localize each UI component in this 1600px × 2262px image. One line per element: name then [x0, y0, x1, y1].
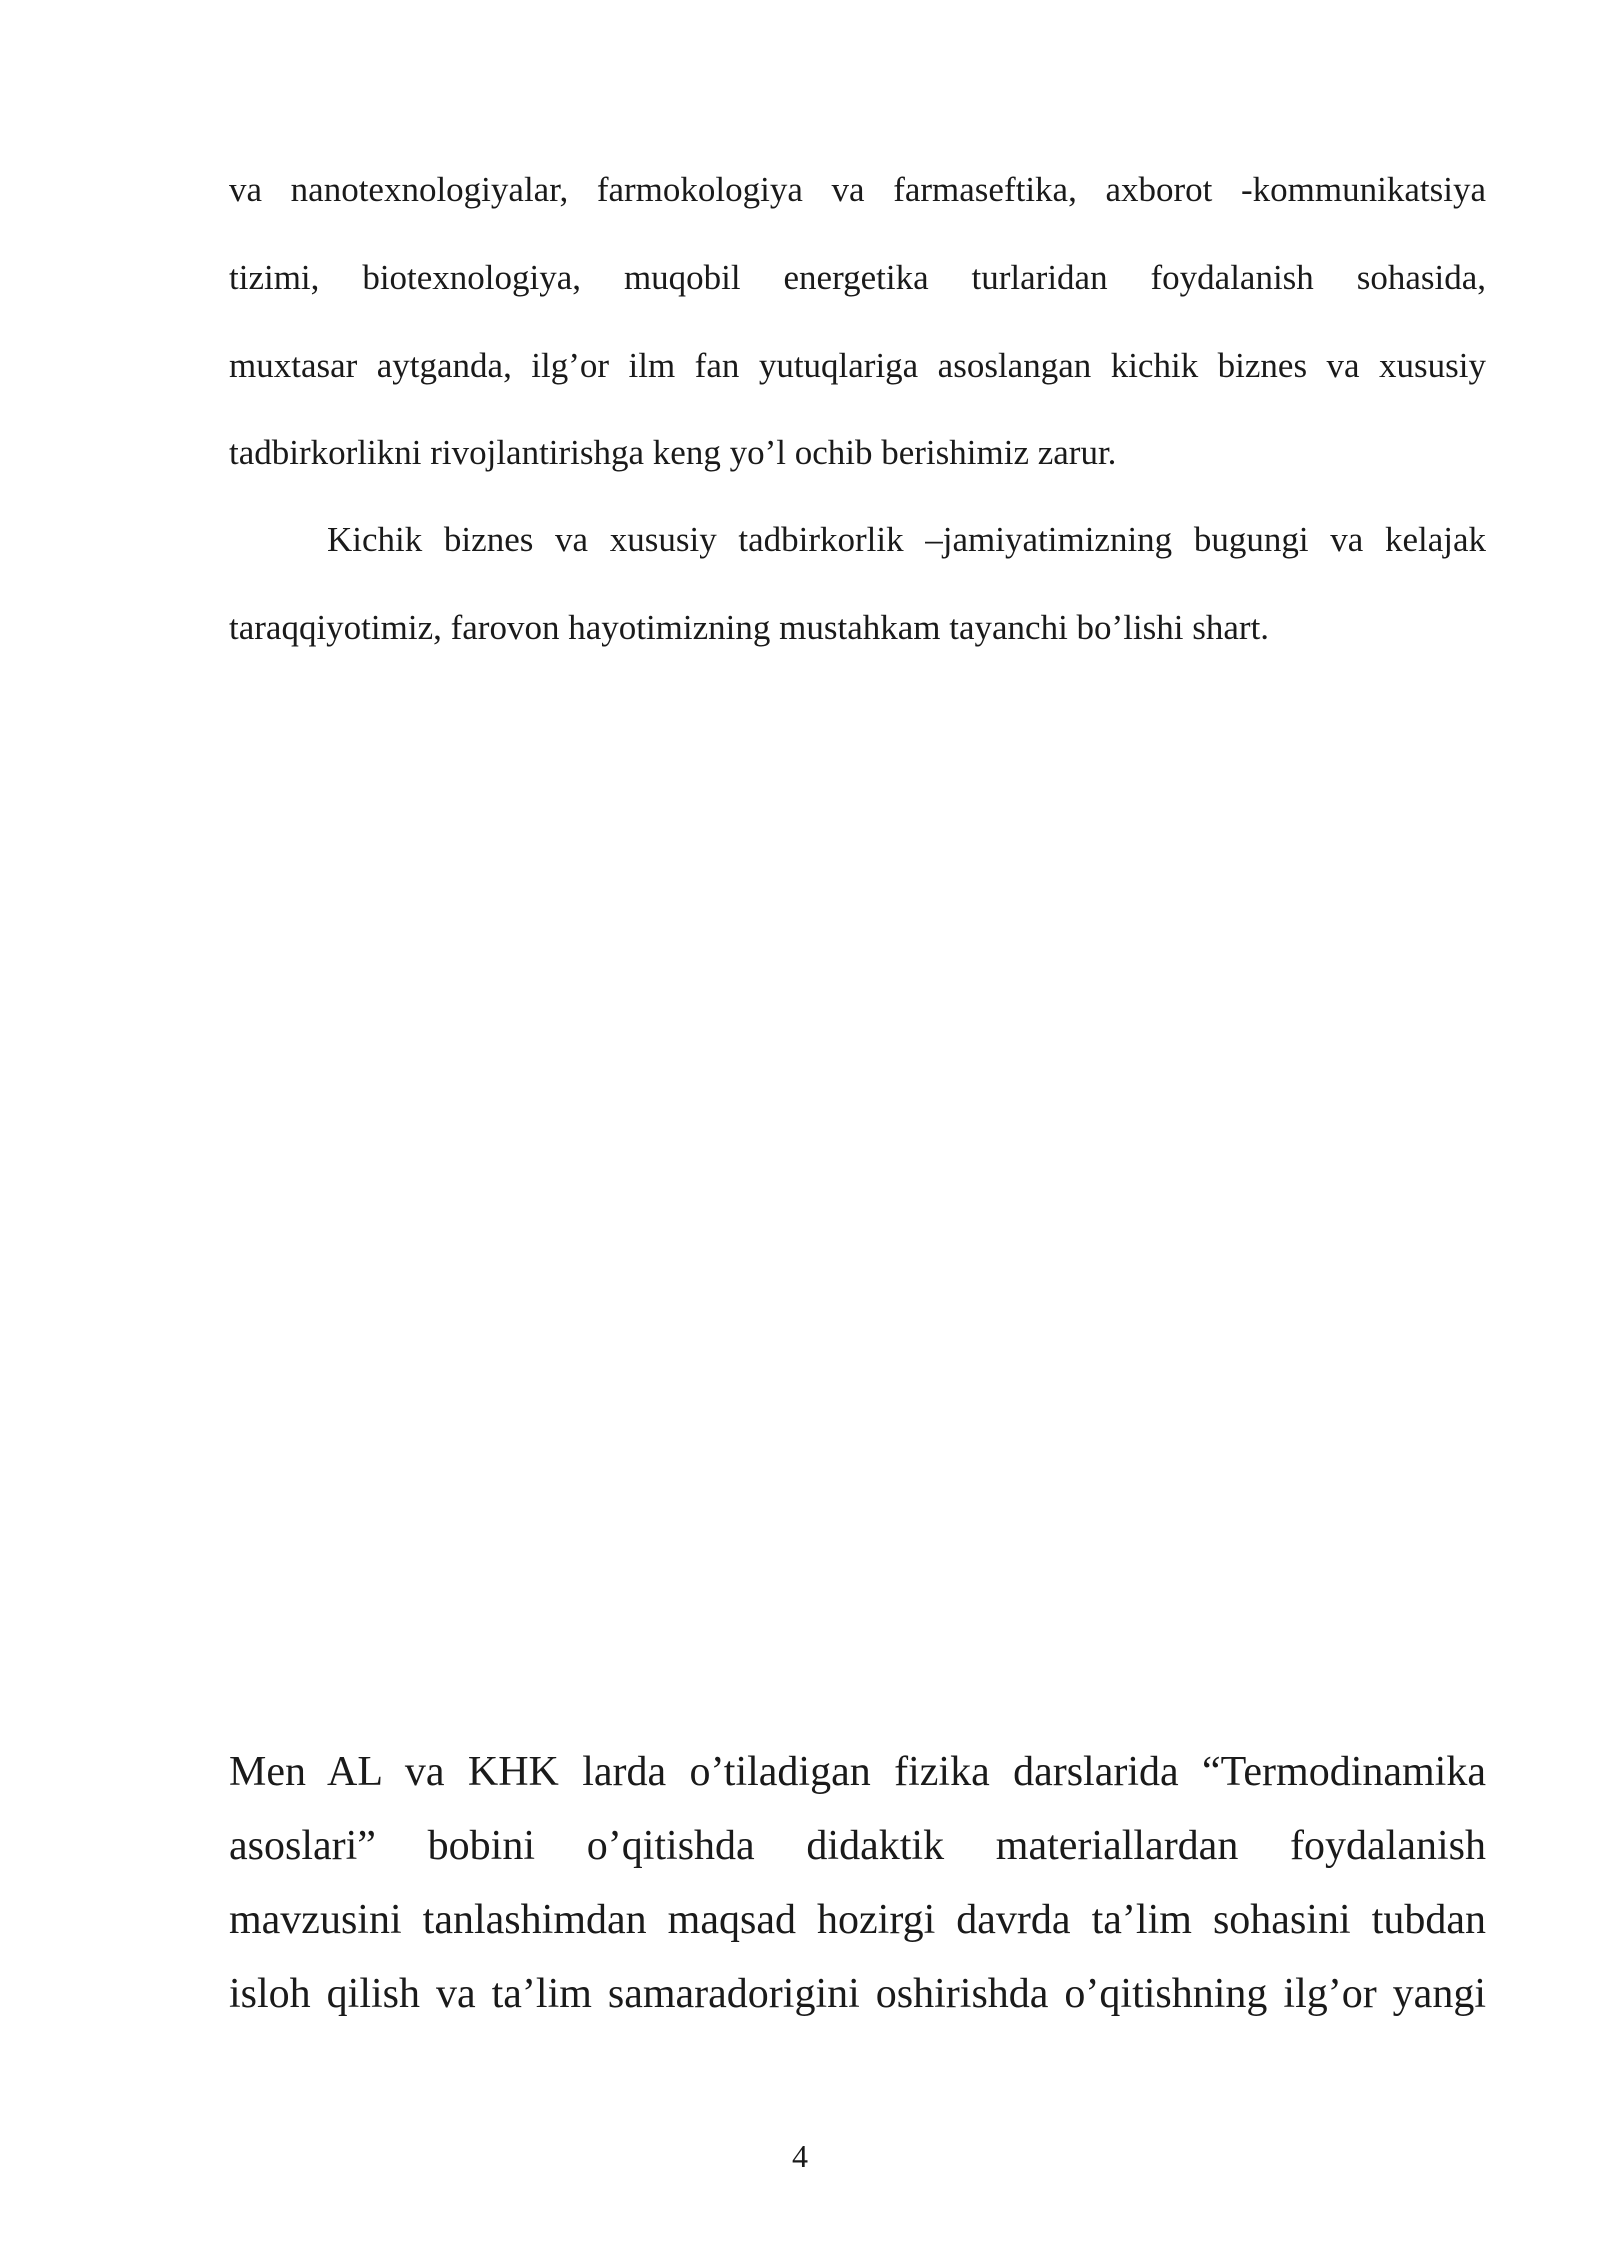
text-line: Men AL va KHK larda o’tiladigan fizika darslarida “Termodinamika — [229, 1749, 1486, 1795]
text-line: mavzusini tanlashimdan maqsad hozirgi davrda ta’lim sohasini tubdan — [229, 1897, 1486, 1943]
page-number: 4 — [792, 2138, 808, 2174]
text-line: tizimi, biotexnologiya, muqobil energetika turlaridan foydalanish sohasida, — [229, 258, 1486, 297]
text-line: muxtasar aytganda, ilg’or ilm fan yutuqlariga asoslangan kichik biznes va xususiy — [229, 346, 1486, 385]
text-line: tadbirkorlikni rivojlantirishga keng yo’l ochib berishimiz zarur. — [229, 433, 1117, 472]
text-line: isloh qilish va ta’lim samaradorigini oshirishda o’qitishning ilg’or yangi — [229, 1971, 1486, 2017]
text-line: asoslari” bobini o’qitishda didaktik materiallardan foydalanish — [229, 1823, 1486, 1869]
text-line: va nanotexnologiyalar, farmokologiya va farmaseftika, axborot -kommunikatsiya — [229, 170, 1486, 209]
text-line: Kichik biznes va xususiy tadbirkorlik –jamiyatimizning bugungi va kelajak — [327, 520, 1486, 559]
text-line: taraqqiyotimiz, farovon hayotimizning mustahkam tayanchi bo’lishi shart. — [229, 608, 1270, 647]
